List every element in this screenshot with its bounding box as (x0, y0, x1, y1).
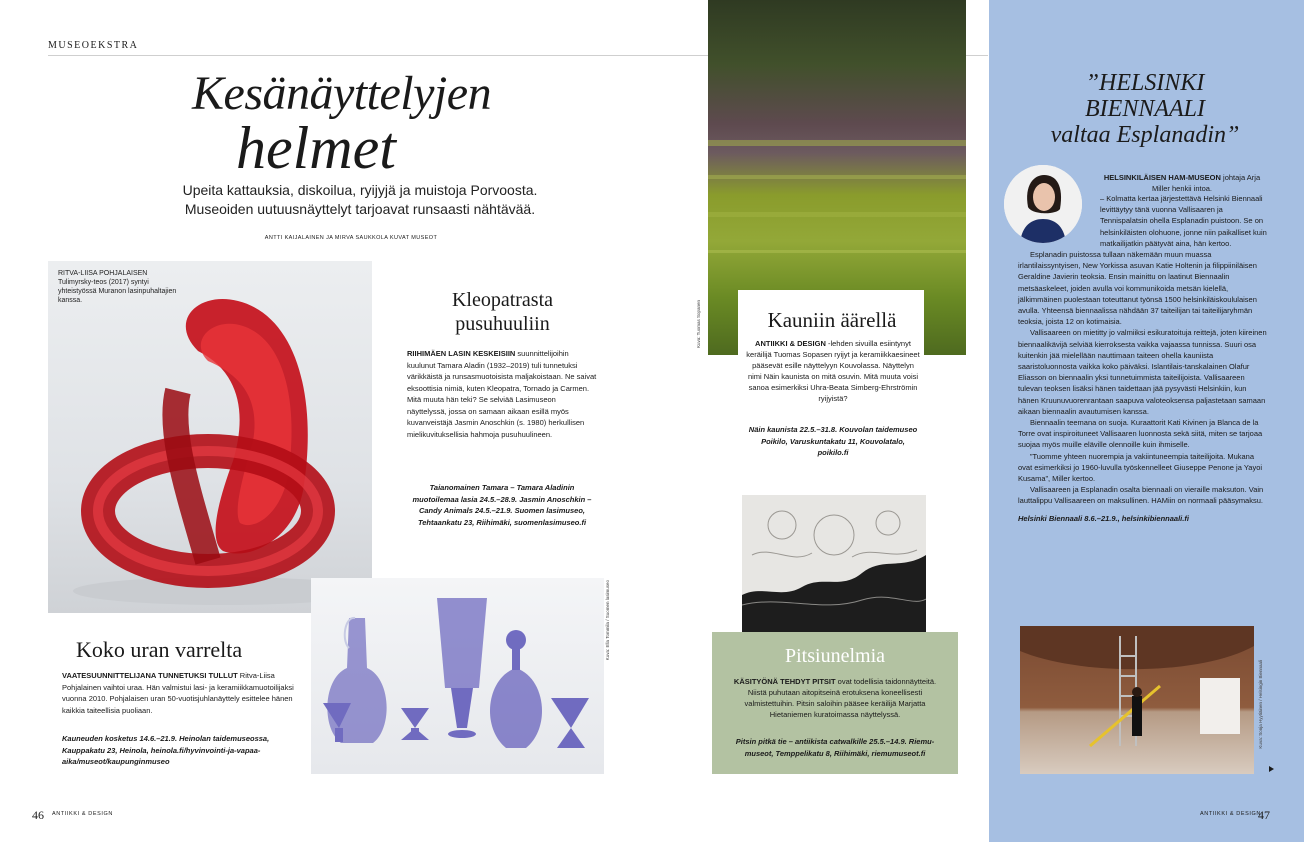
warehouse-photo (1020, 626, 1254, 774)
kauniin-lead-caps: ANTIIKKI & DESIGN (755, 339, 826, 348)
koko-heading: Koko uran varrelta (76, 637, 243, 662)
magazine-name-left: ANTIIKKI & DESIGN (52, 811, 113, 817)
column-paragraph-6: Vallisaareen ja Esplanadin osalta biennaali on vieraille maksuton. Vain lauttalippu Vallisaareen on maksullinen. HAMiin on normaali pääsymaksu. (1018, 485, 1264, 506)
kauniin-body-text: -lehden sivuilla esiintynyt keräilijä Tuomas Sopasen ryijyt ja keramiikkaesineet pääsevät esille näyttelyyn Kouvolassa. Näyttelyn nimi Näin kaunista on mitä osuvin. Mitä muuta voisi sanoa esimerkiksi Uhra-Beata Simberg-Ehrströmin ryijyistä? (746, 339, 920, 403)
pitsi-body (724, 676, 946, 720)
column-paragraph-5: ”Tuomme yhteen nuorempia ja vakiintuneempia taiteilijoita. Mukana ovat esimerkiksi jo 1960-luvulla työskennelleet Giuseppe Penone ja Yayoi Kusama”, Miller kertoo. (1018, 451, 1263, 484)
kleopatra-heading (420, 288, 585, 336)
column-intro-caps: HELSINKILÄISEN HAM-MUSEON (1103, 173, 1221, 182)
blue-glassware-illustration (311, 578, 604, 774)
photo-credit-blue: Kuva: Ella Tommila / Suomen lasimuseo (605, 580, 610, 661)
quote-line3: valtaa Esplanadin” (1050, 122, 1240, 148)
byline: ANTTI KAIJALAINEN JA MIRVA SAUKKOLA KUVAT MUSEOT (264, 235, 438, 241)
page-number-left: 46 (32, 808, 44, 822)
lead-paragraph (120, 181, 600, 219)
kleopatra-body-text: suunnittelijoihin kuulunut Tamara Aladin (1932–2019) tuli tunnetuksi värikkäistä ja runsasmuotoisista maljakoistaan. Ne saivat eksoottisia nimiä, kuten Kleopatra, Tornado ja Carmen. Mitä muuta hän teki? Se selviää Lasimuseon näyttelyssä, jossa on samaan aikaan esillä myös kuvanveistäjä Jasmin Anoschkin (s. 1980) herkullisen mielikuvituksellisia hahmoja pusuhuulineen. (407, 349, 597, 439)
koko-caption: Kauneuden kosketus 14.6.–21.9. Heinolan taidemuseossa, Kauppakatu 23, Heinola, heinola.fi/hyvinvointi-ja-vapaa-aika/museot/kaupunginmuseo (62, 734, 270, 766)
kleopatra-heading-line1: Kleopatrasta (451, 289, 554, 311)
kleopatra-body (407, 348, 597, 440)
column-intro (1096, 172, 1268, 194)
column-caption: Helsinki Biennaali 8.6.–21.9., helsinkibiennaali.fi (1018, 513, 1189, 523)
kleopatra-heading-line2: pusuhuuliin (455, 313, 550, 335)
column-paragraph-3: Vallisaareen on mietitty jo valmiiksi esikuratoituja reittejä, joten kiireinen biennaalikävijä selviää kierroksesta vaikka vajaassa tunnissa. Suuri osa kuitenkin jää mielellään nauttimaan taiteen ohella kauniista saaristoluonnosta vaikka koko päiväksi. Islantilais-tanskalainen Olafur Eliasson on biennaalin yksi tunnetuimmista taiteilijoista. Vallisaareen tulevan teoksen lisäksi hänen taidettaan jää pysyvästi Helsinkiin, kun hänen Kruunuvuorenrantaan saapuva valoteoksensa paljastetaan samaan aikaan biennaalin avautumisen kanssa. (1018, 328, 1267, 416)
pitsi-body-text: ovat todellisia taidonnäytteitä. Niistä puhutaan aitopitseinä erotuksena koneellisesti valmistettuihin. Pitsin saloihin pääsee keräilijä Marjatta Hietaniemen kuratoimassa näyttelyssä. (744, 677, 937, 719)
column-paragraph-2: Esplanadin puistossa tullaan näkemään muun muassa irlantilaissyntyisen, New Yorkissa asuvan Katie Holtenin ja filippiiniläisen Geraldine Javierin teoksia. Ensin mainittu on laatinut Biennaalin metsäaskeleet, joiden avulla voi kommunikoida metsän kielellä, jälkimmäinen puolestaan toteuttanut työnsä 1500 helsinkiläiskoululaisen avulla. Yhteensä biennaalissa nähdään 37 taiteilijan tai taiteilijaryhmän teoksia, joista 12 on kotimaisia. (1018, 250, 1257, 327)
quote-line1: ”HELSINKI (1085, 70, 1205, 96)
pitsi-heading: Pitsiunelmia (785, 645, 885, 667)
koko-body (62, 670, 302, 716)
blue-glassware-photo (311, 578, 604, 774)
warehouse-illustration (1020, 626, 1254, 774)
lead-line2: Museoiden uutuusnäyttelyt tarjoavat runsaasti nähtävää. (184, 201, 536, 217)
lead-line1: Upeita kattauksia, diskoilua, ryijyjä ja muistoja Porvoosta. (182, 182, 538, 198)
photo-credit-warehouse: Kuva: Sonja Hyytiäinen / Helsingin Biennaali (1258, 660, 1263, 749)
kauniin-caption: Näin kaunista 22.5.–31.8. Kouvolan taidemuseo Poikilo, Varuskuntakatu 11, Kouvolatalo, poikilo.fi (748, 425, 918, 457)
photo-credit-rug: Kuva: Tuomas Sopanen (696, 300, 701, 349)
kauniin-heading: Kauniin äärellä (767, 308, 897, 332)
kleopatra-caption: Taianomainen Tamara – Tamara Aladinin muotoilemaa lasia 24.5.–28.9. Jasmin Anoschkin – Candy Animals 24.5.–21.9. Suomen lasimuseo, Tehtaankatu 23, Riihimäki, suomenlasimuseo.fi (412, 483, 592, 527)
red-sculpture-illustration (48, 261, 372, 613)
kauniin-body (746, 338, 920, 404)
magazine-name-right: ANTIIKKI & DESIGN (1200, 811, 1261, 817)
column-paragraph-1: – Kolmatta kertaa järjestettävä Helsinki Biennaali levittäytyy tänä vuonna Vallisaaren ja Tennispalatsin ohella Esplanadin puistoon. Se on helsinkiläisten olohuone, jonne niin paikalliset kuin matkailijatkin päätyvät aina, hän kertoo. (1100, 194, 1267, 248)
column-intro-text: johtaja Arja Miller henkii intoa. (1151, 173, 1261, 194)
koko-body-text: Ritva-Liisa Pohjalainen vaihtoi uraa. Hän valmistui lasi- ja keramiikkamuotoilijaksi vuonna 2010. Pohjalaisen uran 50-vuotisjuhlanäyttely esittelee hänen kaikkia taiteellisia puoliaan. (62, 671, 294, 715)
continue-arrow-icon (1269, 766, 1274, 772)
page-number-right: 47 (1258, 808, 1270, 822)
quote-line2: BIENNAALI (1085, 96, 1205, 122)
page-title-line2: helmet (236, 115, 396, 181)
koko-lead-caps: VAATESUUNNITTELIJANA TUNNETUKSI TULLUT (62, 671, 238, 680)
kleopatra-lead-caps: RIIHIMÄEN LASIN KESKEISIIN (407, 349, 516, 358)
pitsi-lead-caps: KÄSITYÖNÄ TEHDYT PITSIT (733, 677, 836, 686)
photo-caption-red: RITVA-LIISA POHJALAISEN Tulimyrsky-teos (2017) syntyi yhteistyössä Muranon lasinpuhaltajien kanssa. (58, 270, 177, 304)
column-body (1018, 193, 1268, 524)
page-title-line1: Kesänäyttelyjen (192, 67, 492, 120)
glass-sculpture-photo (48, 261, 372, 613)
lace-pattern (742, 495, 926, 633)
section-label: MUSEOEKSTRA (48, 40, 139, 51)
column-paragraph-4: Biennaalin teemana on suoja. Kuraattorit Kati Kivinen ja Blanca de la Torre ovat inspiroituneet Vallisaaren luonnosta sekä siitä, miten se tarjoaa suojaa myös muille eläville olennoille kuin ihmiselle. (1018, 418, 1263, 450)
pull-quote (1005, 70, 1285, 148)
pitsi-caption: Pitsin pitkä tie – antiikista catwalkille 25.5.–14.9. Riemu-museot, Temppelikatu 8, Riihimäki, riemumuseot.fi (735, 737, 935, 758)
lace-photo (742, 495, 926, 633)
